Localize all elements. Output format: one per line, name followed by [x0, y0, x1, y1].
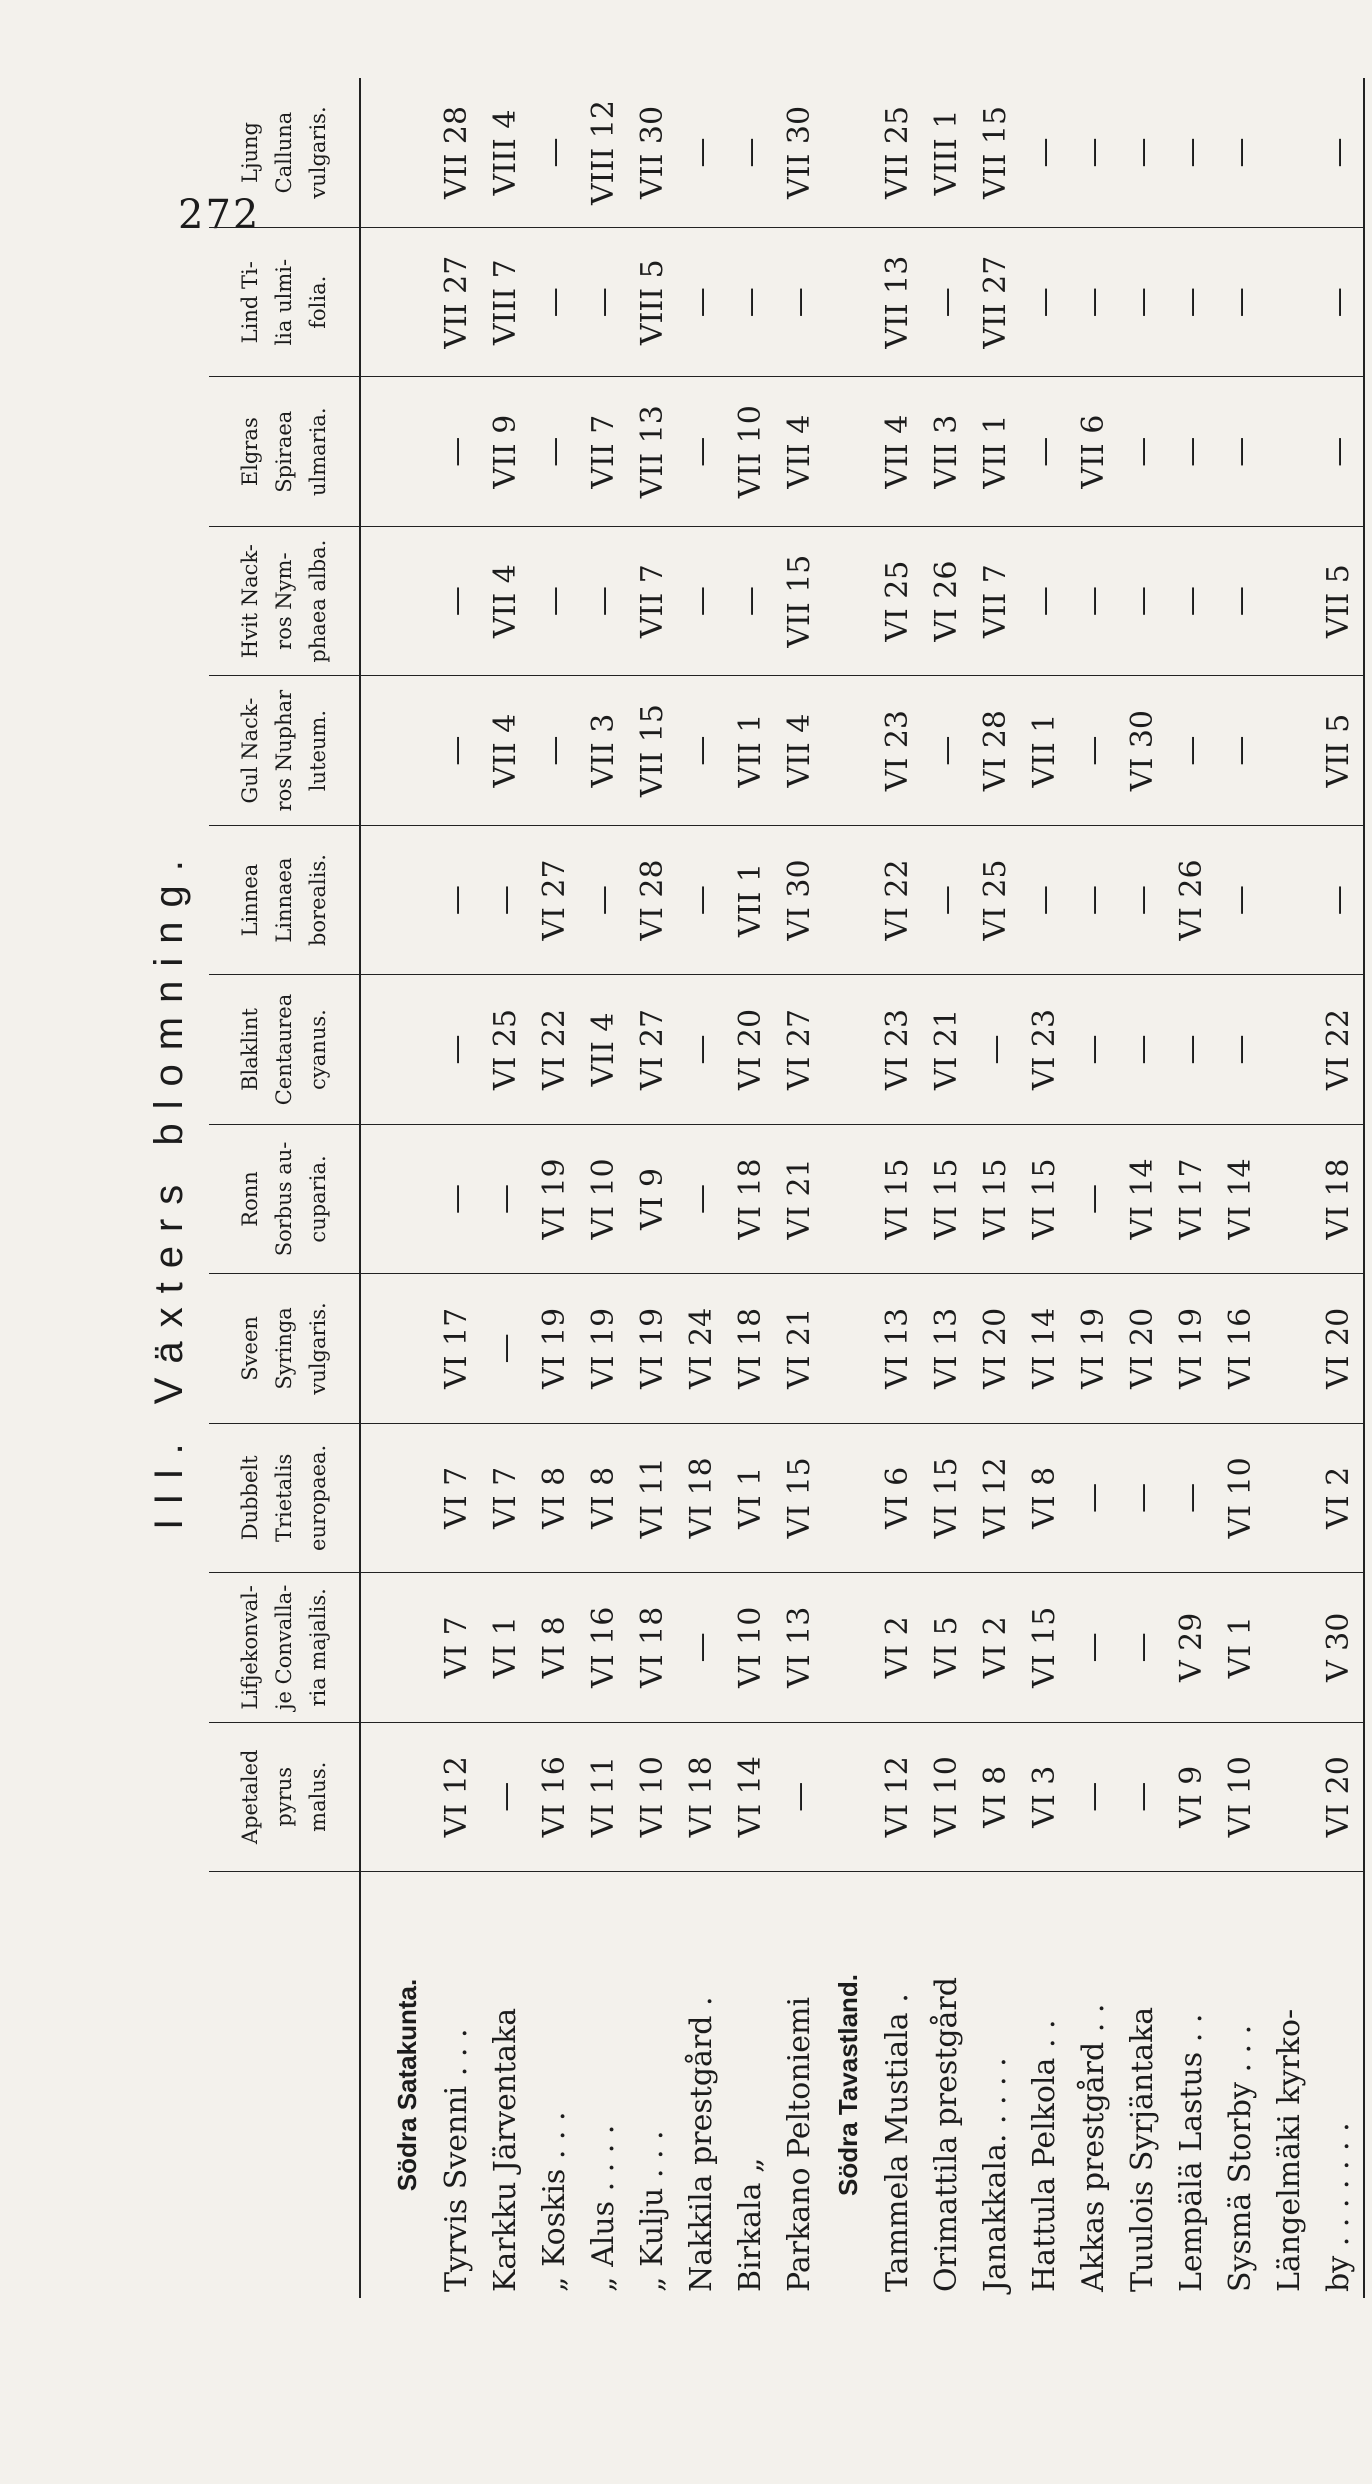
date-cell [360, 975, 432, 1124]
date-cell: VI 20 [1314, 1722, 1364, 1871]
date-cell: VII 4 [775, 377, 824, 526]
date-cell: VI 16 [530, 1722, 579, 1871]
date-cell: VIII 12 [579, 78, 628, 228]
date-cell [1265, 78, 1314, 228]
date-cell: VII 30 [628, 78, 677, 228]
date-cell: VI 14 [1020, 1274, 1069, 1423]
date-cell: VI 15 [922, 1124, 971, 1273]
date-cell: — [1069, 1423, 1118, 1572]
date-cell: VI 11 [628, 1423, 677, 1572]
date-cell: — [677, 1124, 726, 1273]
table-row [1118, 78, 1167, 2298]
date-cell: — [530, 228, 579, 377]
date-cell: — [726, 228, 775, 377]
date-cell [824, 78, 873, 228]
date-cell: VI 22 [1314, 975, 1364, 1124]
location-label: Hattula Pelkola . . [1027, 2019, 1062, 2292]
date-cell: — [530, 78, 579, 228]
date-cell: — [677, 377, 726, 526]
date-cell [360, 78, 432, 228]
date-cell: VI 8 [530, 1423, 579, 1572]
column-header: Sveen Syringa vulgaris. [209, 1274, 360, 1423]
date-cell: VI 12 [971, 1423, 1020, 1572]
date-cell: VI 19 [579, 1274, 628, 1423]
column-header: Apetaled pyrus malus. [209, 1722, 360, 1871]
date-cell: VII 3 [579, 676, 628, 825]
date-cell: VI 11 [579, 1722, 628, 1871]
date-cell: — [971, 975, 1020, 1124]
region-heading: Södra Satakunta. [392, 1978, 422, 2192]
date-cell: VI 12 [432, 1722, 481, 1871]
table-row [873, 78, 922, 2298]
corner-cell [209, 1872, 360, 2299]
date-cell: — [1216, 975, 1265, 1124]
header-row [209, 78, 360, 2298]
date-cell [824, 975, 873, 1124]
date-cell: VI 18 [726, 1124, 775, 1273]
date-cell [360, 1274, 432, 1423]
column-header: Lifjekonval- je Convalla- ria majalis. [209, 1573, 360, 1722]
date-cell: — [1118, 377, 1167, 526]
page-number: 272 [178, 192, 261, 238]
date-cell: — [481, 1722, 530, 1871]
date-cell: VII 6 [1069, 377, 1118, 526]
date-cell [360, 377, 432, 526]
date-cell: — [1314, 377, 1364, 526]
table-row [579, 78, 628, 2298]
date-cell: — [579, 526, 628, 675]
date-cell: VI 9 [628, 1124, 677, 1273]
date-cell: VI 10 [1216, 1423, 1265, 1572]
date-cell: VI 20 [1118, 1274, 1167, 1423]
date-cell: — [677, 825, 726, 974]
location-label: Janakkala. . . . . [978, 2057, 1013, 2292]
date-cell: VI 15 [1020, 1573, 1069, 1722]
date-cell: VI 2 [873, 1573, 922, 1722]
table-row [1020, 78, 1069, 2298]
date-cell: VI 7 [432, 1423, 481, 1572]
date-cell: VI 8 [530, 1573, 579, 1722]
date-cell: — [530, 526, 579, 675]
date-cell: — [432, 676, 481, 825]
date-cell: — [1216, 526, 1265, 675]
date-cell [360, 1722, 432, 1871]
date-cell: VII 1 [726, 825, 775, 974]
date-cell: VII 4 [579, 975, 628, 1124]
date-cell: — [481, 1124, 530, 1273]
date-cell: VI 15 [922, 1423, 971, 1572]
date-cell: VI 20 [726, 975, 775, 1124]
date-cell: VI 10 [579, 1124, 628, 1273]
date-cell: — [775, 1722, 824, 1871]
date-cell [1265, 1124, 1314, 1273]
date-cell: VI 16 [579, 1573, 628, 1722]
date-cell [360, 526, 432, 675]
date-cell: VI 28 [628, 825, 677, 974]
date-cell: VII 4 [775, 676, 824, 825]
date-cell: VI 15 [775, 1423, 824, 1572]
date-cell [360, 825, 432, 974]
date-cell: VIII 7 [481, 228, 530, 377]
date-cell: VII 9 [481, 377, 530, 526]
date-cell: VI 22 [530, 975, 579, 1124]
date-cell: — [481, 825, 530, 974]
date-cell: VI 10 [922, 1722, 971, 1871]
table-row [530, 78, 579, 2298]
date-cell: VI 9 [1167, 1722, 1216, 1871]
date-cell: VII 15 [775, 526, 824, 675]
date-cell: — [1167, 377, 1216, 526]
date-cell: — [677, 676, 726, 825]
date-cell: VI 10 [628, 1722, 677, 1871]
date-cell: VI 3 [1020, 1722, 1069, 1871]
date-cell [1265, 676, 1314, 825]
column-header: Hvit Nack- ros Nym- phaea alba. [209, 526, 360, 675]
date-cell: — [1069, 1722, 1118, 1871]
date-cell: — [677, 228, 726, 377]
date-cell: — [432, 377, 481, 526]
date-cell: VIII 5 [628, 228, 677, 377]
date-cell: — [922, 825, 971, 974]
table-row [628, 78, 677, 2298]
date-cell: VI 19 [530, 1124, 579, 1273]
date-cell: — [1167, 78, 1216, 228]
date-cell: VI 18 [677, 1722, 726, 1871]
date-cell: VI 18 [1314, 1124, 1364, 1273]
location-label: Nakkila prestgård . [684, 1996, 719, 2292]
table-row [922, 78, 971, 2298]
date-cell: — [530, 377, 579, 526]
date-cell: — [432, 975, 481, 1124]
date-cell: VI 30 [1118, 676, 1167, 825]
date-cell: VI 14 [1118, 1124, 1167, 1273]
date-cell: VI 19 [1167, 1274, 1216, 1423]
date-cell [824, 377, 873, 526]
date-cell: VI 26 [1167, 825, 1216, 974]
date-cell: VI 17 [432, 1274, 481, 1423]
date-cell: VI 23 [873, 676, 922, 825]
date-cell [360, 1573, 432, 1722]
date-cell [1265, 975, 1314, 1124]
location-label: Längelmäki kyrko- [1272, 2008, 1307, 2292]
date-cell: VI 28 [971, 676, 1020, 825]
location-label: Tammela Mustiala . [880, 1993, 915, 2292]
table-row [432, 78, 481, 2298]
date-cell: VII 28 [432, 78, 481, 228]
location-label: Lempälä Lastus . . [1174, 2013, 1209, 2292]
date-cell: VI 5 [922, 1573, 971, 1722]
date-cell: — [1020, 78, 1069, 228]
date-cell: — [432, 526, 481, 675]
date-cell [824, 825, 873, 974]
date-cell: — [579, 825, 628, 974]
column-header: Gul Nack- ros Nuphar luteum. [209, 676, 360, 825]
date-cell: — [1216, 825, 1265, 974]
date-cell: VII 4 [873, 377, 922, 526]
date-cell: VI 20 [971, 1274, 1020, 1423]
location-label: Karkku Järventaka [488, 2007, 523, 2292]
location-label: Birkala „ [733, 2157, 768, 2292]
date-cell: VI 8 [971, 1722, 1020, 1871]
date-cell: VI 17 [1167, 1124, 1216, 1273]
date-cell: — [1069, 526, 1118, 675]
location-label: by . . . . . . . [1314, 1872, 1364, 2299]
date-cell: VI 30 [775, 825, 824, 974]
date-cell: VII 7 [971, 526, 1020, 675]
table-body [360, 78, 1364, 2298]
date-cell: VI 19 [530, 1274, 579, 1423]
date-cell [824, 1573, 873, 1722]
date-cell: — [579, 228, 628, 377]
date-cell: — [1167, 228, 1216, 377]
date-cell [824, 1124, 873, 1273]
date-cell: — [1216, 676, 1265, 825]
date-cell: — [1118, 1573, 1167, 1722]
date-cell [1265, 1573, 1314, 1722]
flowering-table [209, 78, 1365, 2298]
date-cell: — [432, 825, 481, 974]
date-cell: VI 10 [1216, 1722, 1265, 1871]
date-cell: VI 24 [677, 1274, 726, 1423]
date-cell: VI 13 [922, 1274, 971, 1423]
column-header: Elgras Spiraea ulmaria. [209, 377, 360, 526]
date-cell [824, 676, 873, 825]
date-cell: VI 20 [1314, 1274, 1364, 1423]
column-header: Ronn Sorbus au- cuparia. [209, 1124, 360, 1273]
date-cell: VII 4 [481, 676, 530, 825]
date-cell: VI 10 [726, 1573, 775, 1722]
location-label: „ Kulju . . . [635, 2130, 670, 2292]
date-cell: VI 21 [922, 975, 971, 1124]
table-row [1314, 78, 1364, 2298]
column-header: Dubbelt Trietalis europaea. [209, 1423, 360, 1572]
date-cell: VI 27 [775, 975, 824, 1124]
date-cell: — [1118, 228, 1167, 377]
date-cell: — [1020, 377, 1069, 526]
date-cell: VI 1 [481, 1573, 530, 1722]
date-cell: — [1118, 1722, 1167, 1871]
date-cell: VII 27 [971, 228, 1020, 377]
date-cell: VI 25 [481, 975, 530, 1124]
date-cell [1265, 1274, 1314, 1423]
date-cell: VII 5 [1314, 676, 1364, 825]
date-cell: — [1069, 1124, 1118, 1273]
location-label: „ Koskis . . . [537, 2111, 572, 2292]
date-cell: — [1069, 1573, 1118, 1722]
date-cell: — [1069, 78, 1118, 228]
date-cell: VIII 1 [922, 78, 971, 228]
date-cell: VI 22 [873, 825, 922, 974]
date-cell: VI 13 [873, 1274, 922, 1423]
column-header: Linnea Linnaea borealis. [209, 825, 360, 974]
date-cell: VI 21 [775, 1124, 824, 1273]
date-cell: VI 25 [873, 526, 922, 675]
column-header: Blaklint Centaurea cyanus. [209, 975, 360, 1124]
date-cell: VII 27 [432, 228, 481, 377]
column-header: Ljung Calluna vulgaris. [209, 78, 360, 228]
table-row [481, 78, 530, 2298]
table-row [1069, 78, 1118, 2298]
date-cell: VII 4 [481, 526, 530, 675]
rotated-table-block [139, 78, 1356, 2298]
date-cell: VI 15 [873, 1124, 922, 1273]
date-cell [1265, 1423, 1314, 1572]
date-cell: — [1020, 228, 1069, 377]
date-cell: — [1069, 676, 1118, 825]
date-cell: — [1216, 228, 1265, 377]
date-cell [824, 1423, 873, 1572]
date-cell [824, 526, 873, 675]
date-cell: VI 26 [922, 526, 971, 675]
date-cell: VI 2 [971, 1573, 1020, 1722]
date-cell: — [432, 1124, 481, 1273]
date-cell [1265, 825, 1314, 974]
date-cell [360, 1423, 432, 1572]
date-cell [824, 1722, 873, 1871]
date-cell: VII 30 [775, 78, 824, 228]
date-cell: V 30 [1314, 1573, 1364, 1722]
date-cell: VII 7 [628, 526, 677, 675]
date-cell: — [1118, 526, 1167, 675]
location-label: „ Alus . . . . [586, 2124, 621, 2292]
date-cell: — [1167, 676, 1216, 825]
date-cell: — [1167, 975, 1216, 1124]
date-cell: — [1118, 1423, 1167, 1572]
date-cell: VI 23 [873, 975, 922, 1124]
table-row [677, 78, 726, 2298]
date-cell: — [1118, 78, 1167, 228]
table-row [1216, 78, 1265, 2298]
date-cell [360, 676, 432, 825]
date-cell: VI 27 [530, 825, 579, 974]
date-cell: — [530, 676, 579, 825]
date-cell: VII 5 [1314, 526, 1364, 675]
location-label: Parkano Peltoniemi [782, 1996, 817, 2292]
date-cell: — [922, 228, 971, 377]
date-cell: — [726, 526, 775, 675]
date-cell: VI 19 [628, 1274, 677, 1423]
date-cell: — [1069, 975, 1118, 1124]
date-cell: — [1118, 825, 1167, 974]
table-row [726, 78, 775, 2298]
date-cell: VI 16 [1216, 1274, 1265, 1423]
date-cell: VIII 4 [481, 78, 530, 228]
date-cell: VI 8 [1020, 1423, 1069, 1572]
region-heading: Södra Tavastland. [833, 1973, 863, 2197]
date-cell: — [1020, 526, 1069, 675]
date-cell: — [1020, 825, 1069, 974]
date-cell: VI 14 [1216, 1124, 1265, 1273]
location-label: Akkas prestgård . . [1076, 2003, 1111, 2292]
date-cell: — [481, 1274, 530, 1423]
date-cell: VI 27 [628, 975, 677, 1124]
date-cell: — [922, 676, 971, 825]
date-cell [1265, 1722, 1314, 1871]
date-cell [824, 1274, 873, 1423]
date-cell: VII 3 [922, 377, 971, 526]
region-row [360, 78, 432, 2298]
date-cell: VII 13 [873, 228, 922, 377]
date-cell: — [1314, 78, 1364, 228]
date-cell: — [677, 78, 726, 228]
date-cell: VI 13 [775, 1573, 824, 1722]
date-cell: — [775, 228, 824, 377]
date-cell: — [677, 526, 726, 675]
date-cell: VII 13 [628, 377, 677, 526]
location-label: Orimattila prestgård [929, 1977, 964, 2292]
date-cell: VI 19 [1069, 1274, 1118, 1423]
date-cell: — [1118, 975, 1167, 1124]
date-cell: VI 25 [971, 825, 1020, 974]
date-cell: — [1216, 377, 1265, 526]
date-cell: VI 18 [677, 1423, 726, 1572]
date-cell: — [1069, 825, 1118, 974]
date-cell: — [1167, 1423, 1216, 1572]
date-cell: VI 14 [726, 1722, 775, 1871]
location-label: Tuulois Syrjäntaka [1125, 2006, 1160, 2292]
date-cell [824, 228, 873, 377]
date-cell: VI 18 [726, 1274, 775, 1423]
date-cell: VII 1 [1020, 676, 1069, 825]
date-cell: VI 8 [579, 1423, 628, 1572]
date-cell: VI 18 [628, 1573, 677, 1722]
date-cell: VI 7 [481, 1423, 530, 1572]
date-cell: VII 15 [971, 78, 1020, 228]
date-cell: VI 21 [775, 1274, 824, 1423]
date-cell: VI 7 [432, 1573, 481, 1722]
date-cell: — [1167, 526, 1216, 675]
date-cell: VI 15 [1020, 1124, 1069, 1273]
date-cell [1265, 526, 1314, 675]
table-row [1167, 78, 1216, 2298]
date-cell: VI 1 [1216, 1573, 1265, 1722]
location-label: Sysmä Storby . . . [1223, 2024, 1258, 2292]
date-cell: VII 7 [579, 377, 628, 526]
date-cell: VI 2 [1314, 1423, 1364, 1572]
date-cell: — [1216, 78, 1265, 228]
date-cell: — [1314, 228, 1364, 377]
date-cell: VI 6 [873, 1423, 922, 1572]
date-cell: VII 10 [726, 377, 775, 526]
date-cell: — [677, 1573, 726, 1722]
date-cell: V 29 [1167, 1573, 1216, 1722]
table-row [1265, 78, 1314, 2298]
date-cell: VII 15 [628, 676, 677, 825]
date-cell: VI 23 [1020, 975, 1069, 1124]
date-cell [1265, 377, 1314, 526]
date-cell: — [1069, 228, 1118, 377]
section-title: III. Växters blomning. [147, 846, 191, 1530]
date-cell [1265, 228, 1314, 377]
location-label: Tyrvis Svenni . . . [439, 2028, 474, 2292]
date-cell: VII 1 [726, 676, 775, 825]
date-cell: VII 25 [873, 78, 922, 228]
date-cell: — [677, 975, 726, 1124]
date-cell: VI 1 [726, 1423, 775, 1572]
date-cell: VI 15 [971, 1124, 1020, 1273]
date-cell [360, 228, 432, 377]
column-header: Lind Ti- lia ulmi- folia. [209, 228, 360, 377]
date-cell [360, 1124, 432, 1273]
table-row [775, 78, 824, 2298]
table-row [971, 78, 1020, 2298]
region-row [824, 78, 873, 2298]
date-cell: VI 12 [873, 1722, 922, 1871]
date-cell: — [1314, 825, 1364, 974]
date-cell: VII 1 [971, 377, 1020, 526]
date-cell: — [726, 78, 775, 228]
